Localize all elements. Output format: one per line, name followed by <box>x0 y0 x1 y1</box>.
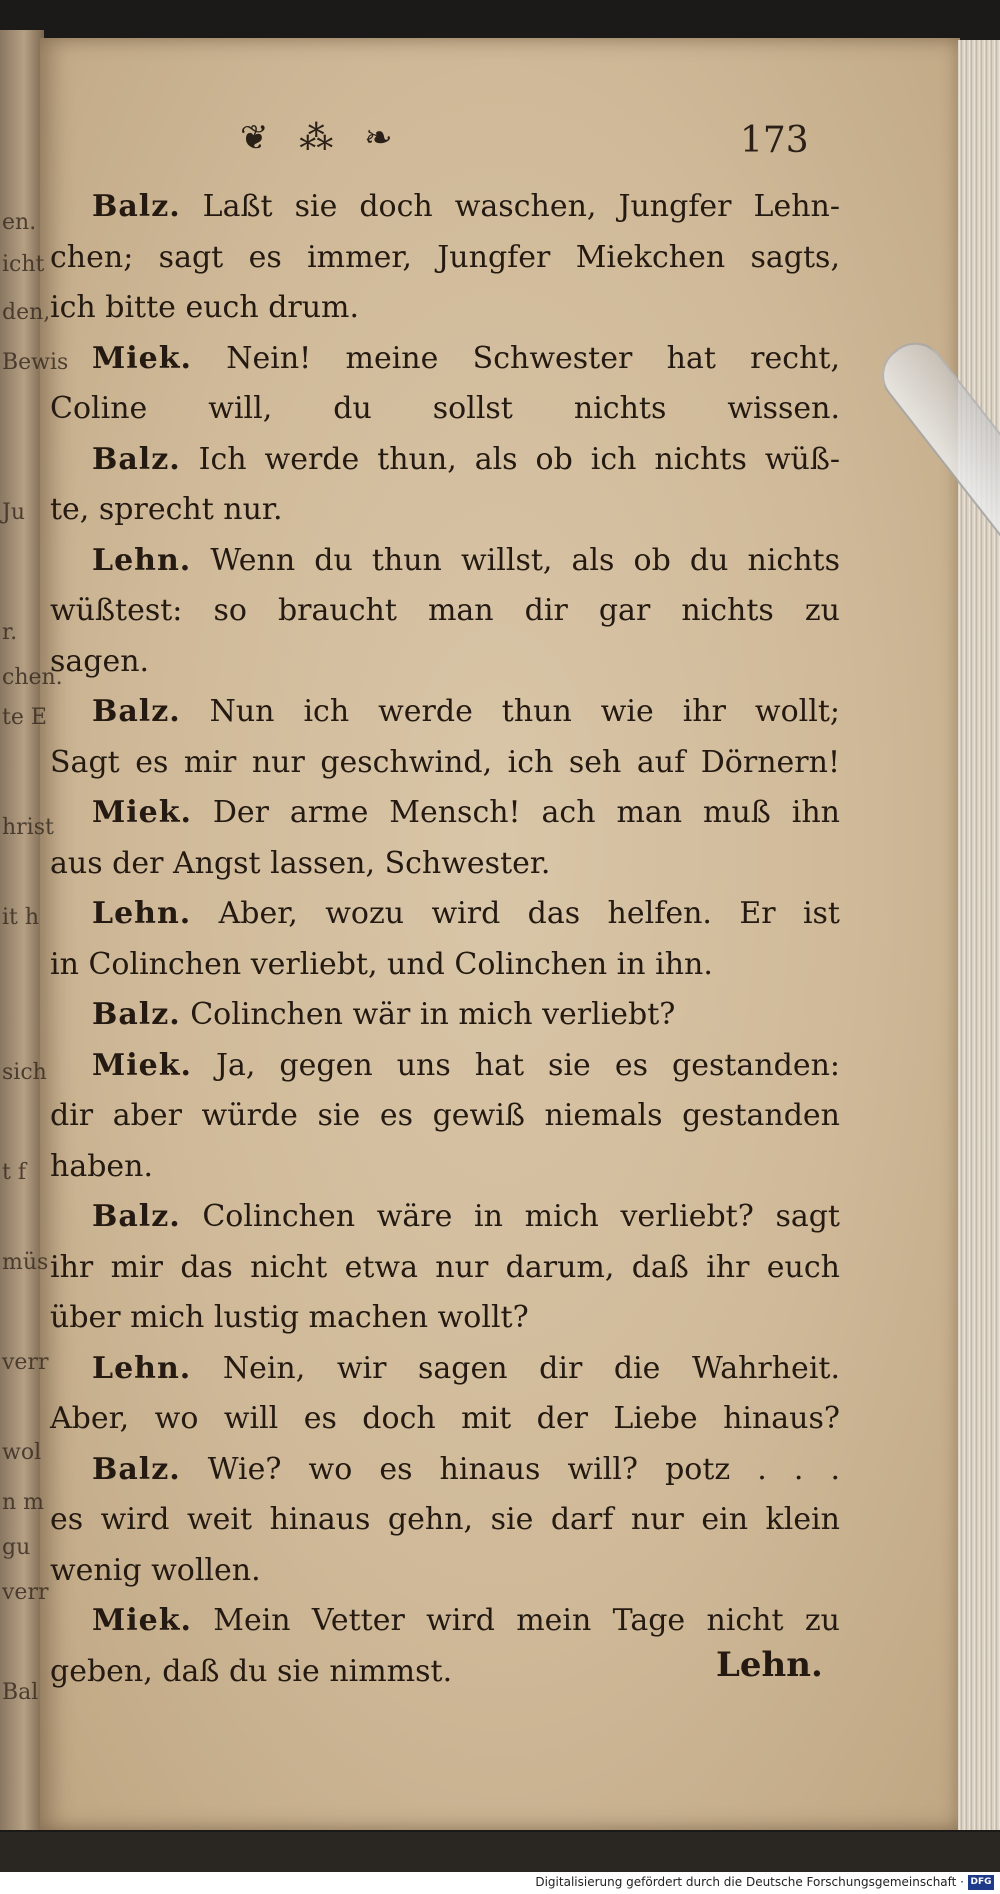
margin-fragment: gu <box>2 1535 31 1560</box>
margin-fragment: icht <box>2 252 45 277</box>
margin-fragment: it h <box>2 905 40 930</box>
funding-credit: Digitalisierung gefördert durch die Deutsche Forschungsgemeinschaft · <box>535 1875 964 1889</box>
speaker-name: Balz. <box>92 441 181 477</box>
margin-fragment: wol <box>2 1440 42 1465</box>
margin-fragment: en. <box>2 210 37 235</box>
speaker-name: Miek. <box>92 1603 192 1638</box>
line-text: haben. <box>50 1148 154 1184</box>
text-line <box>50 283 840 334</box>
text-line <box>50 1243 840 1294</box>
text-line <box>50 1596 840 1647</box>
text-line <box>50 687 840 738</box>
text-line <box>50 1041 840 1092</box>
scan-bottom-band <box>0 1832 1000 1872</box>
line-text: sagen. <box>50 643 150 679</box>
margin-fragment: sich <box>2 1060 47 1085</box>
speaker-name: Lehn. <box>92 1350 192 1386</box>
text-line <box>50 889 840 940</box>
line-text: Ich werde thun, als ob ich nichts wüß- <box>180 441 840 477</box>
line-text: über mich lustig machen wollt? <box>50 1300 529 1335</box>
speaker-name: Lehn. <box>92 896 192 931</box>
line-text: Aber, wo will es doch mit der Liebe hinaus? <box>50 1401 840 1436</box>
page-number: 173 <box>740 120 809 161</box>
margin-fragment: r. <box>2 620 18 645</box>
speaker-name: Miek. <box>92 795 192 830</box>
speaker-name: Balz. <box>92 189 181 224</box>
line-text: wenig wollen. <box>50 1552 261 1588</box>
text-line <box>50 182 840 233</box>
text-line <box>50 1142 840 1193</box>
margin-fragment: te E <box>2 705 47 730</box>
text-line <box>50 435 840 486</box>
speaker-name: Balz. <box>92 997 181 1032</box>
line-text: Wie? wo es hinaus will? potz . . . <box>180 1451 840 1487</box>
dfg-logo: DFG <box>968 1875 994 1890</box>
line-text: Nun ich werde thun wie ihr wollt; <box>180 694 840 729</box>
line-text: Nein, wir sagen dir die Wahrheit. <box>191 1350 840 1386</box>
line-text: Aber, wozu wird das helfen. Er ist <box>191 896 840 931</box>
speaker-name: Miek. <box>92 1047 192 1083</box>
credit-bar <box>0 1872 1000 1894</box>
text-line <box>50 1293 840 1344</box>
header-ornament: ❦ ⁂ ❧ <box>240 118 403 158</box>
line-text: Nein! meine Schwester hat recht, <box>191 340 840 376</box>
speaker-name: Miek. <box>92 340 192 376</box>
line-text: es wird weit hinaus gehn, sie darf nur ein klein <box>50 1502 840 1537</box>
line-text: wüßtest: so braucht man dir gar nichts zu <box>50 593 840 628</box>
text-line <box>50 788 840 839</box>
line-text: chen; sagt es immer, Jungfer Miekchen sagts, <box>50 239 840 275</box>
text-line <box>50 1394 840 1445</box>
line-text: aus der Angst lassen, Schwester. <box>50 845 551 881</box>
line-text: Coline will, du sollst nichts wissen. <box>50 391 840 426</box>
speaker-name: Balz. <box>92 1451 181 1487</box>
margin-fragment: Bewis <box>2 350 69 375</box>
text-line <box>50 990 840 1041</box>
margin-fragment: hrist <box>2 815 54 840</box>
text-line <box>50 485 840 536</box>
line-text: Colinchen wär in mich verliebt? <box>180 997 676 1032</box>
dialogue-text-block <box>50 182 840 1697</box>
text-line <box>50 1192 840 1243</box>
text-line <box>50 334 840 385</box>
line-text: Ja, gegen uns hat sie es gestanden: <box>191 1047 840 1083</box>
speaker-name: Lehn. <box>92 542 192 578</box>
line-text: Wenn du thun willst, als ob du nichts <box>191 542 840 578</box>
text-line <box>50 637 840 688</box>
text-line <box>50 1495 840 1546</box>
line-text: Der arme Mensch! ach man muß ihn <box>191 795 840 830</box>
line-text: Laßt sie doch waschen, Jungfer Lehn- <box>180 189 840 224</box>
text-line <box>50 940 840 991</box>
text-line <box>50 738 840 789</box>
text-line <box>50 233 840 284</box>
text-line <box>50 586 840 637</box>
line-text: in Colinchen verliebt, und Colinchen in ihn. <box>50 946 713 982</box>
page-stack-edge <box>958 40 1000 1830</box>
margin-fragment: Bal <box>2 1680 39 1705</box>
margin-fragment: verr <box>2 1350 49 1375</box>
line-text: ihr mir das nicht etwa nur darum, daß ihr euch <box>50 1249 840 1285</box>
margin-fragment: Ju <box>2 500 25 525</box>
speaker-name: Balz. <box>92 694 181 729</box>
margin-fragment: chen. <box>2 665 63 690</box>
line-text: Colinchen wäre in mich verliebt? sagt <box>180 1199 840 1234</box>
line-text: Sagt es mir nur geschwind, ich seh auf Dörnern! <box>50 744 840 780</box>
catchword: Lehn. <box>716 1645 823 1685</box>
text-line <box>50 384 840 435</box>
margin-fragment: den, <box>2 300 51 325</box>
line-text: geben, daß du sie nimmst. <box>50 1653 453 1689</box>
text-line <box>50 1546 840 1597</box>
line-text: ich bitte euch drum. <box>50 290 360 325</box>
text-line <box>50 1445 840 1496</box>
text-line <box>50 1091 840 1142</box>
line-text: te, sprecht nur. <box>50 492 283 527</box>
speaker-name: Balz. <box>92 1199 181 1234</box>
line-text: dir aber würde sie es gewiß niemals gestanden <box>50 1098 840 1133</box>
margin-fragment: t f <box>2 1160 26 1185</box>
margin-fragment: n m <box>2 1490 45 1515</box>
line-text: Mein Vetter wird mein Tage nicht zu <box>191 1603 840 1638</box>
margin-fragment: verr <box>2 1580 49 1605</box>
text-line <box>50 839 840 890</box>
margin-fragment: müs <box>2 1250 49 1275</box>
text-line <box>50 1344 840 1395</box>
text-line <box>50 536 840 587</box>
